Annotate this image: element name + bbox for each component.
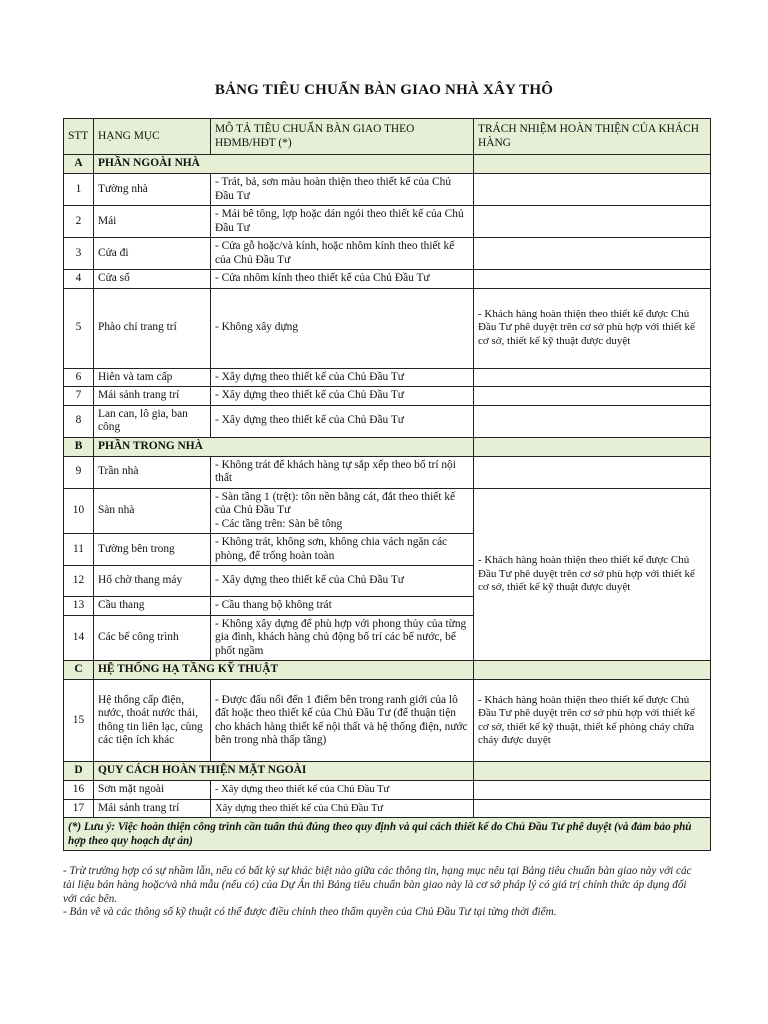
row-description: - Xây dựng theo thiết kế của Chủ Đầu Tư (211, 387, 474, 406)
row-number: 14 (64, 615, 94, 661)
row-description: - Sàn tầng 1 (trệt): tôn nền bằng cát, đắt theo thiết kế của Chủ Đầu Tư - Các tầng trên: Sàn bê tông (211, 488, 474, 534)
row-responsibility-empty (474, 368, 711, 387)
table-row (64, 456, 711, 488)
row-number: 2 (64, 206, 94, 238)
row-description: - Xây dựng theo thiết kế của Chủ Đầu Tư (211, 368, 474, 387)
section-name: HỆ THỐNG HẠ TẦNG KỸ THUẬT (94, 661, 474, 680)
table-row (64, 680, 711, 762)
section-row-a (64, 155, 711, 174)
row-description: - Không trát, không sơn, không chia vách ngăn các phòng, để trống hoàn toàn (211, 534, 474, 566)
row-number: 10 (64, 488, 94, 534)
row-description: - Xây dựng theo thiết kế của Chủ Đầu Tư (211, 566, 474, 597)
section-code: C (64, 661, 94, 680)
row-number: 11 (64, 534, 94, 566)
row-description: - Xây dựng theo thiết kế của Chủ Đầu Tư (211, 405, 474, 437)
note-row (64, 818, 711, 851)
row-item: Mái (94, 206, 211, 238)
row-number: 9 (64, 456, 94, 488)
row-item: Tường nhà (94, 174, 211, 206)
row-item: Tường bên trong (94, 534, 211, 566)
row-description: - Không xây dựng (211, 288, 474, 368)
row-number: 15 (64, 680, 94, 762)
table-header-row (64, 119, 711, 155)
row-item: Sàn nhà (94, 488, 211, 534)
section-empty-cell (474, 762, 711, 781)
row-description: Xây dựng theo thiết kế của Chủ Đầu Tư (211, 799, 474, 818)
row-number: 3 (64, 238, 94, 270)
row-number: 5 (64, 288, 94, 368)
row-responsibility-empty (474, 405, 711, 437)
header-item: HẠNG MỤC (94, 119, 211, 155)
document-title: BẢNG TIÊU CHUẨN BÀN GIAO NHÀ XÂY THÔ (214, 82, 554, 98)
row-responsibility-empty (474, 174, 711, 206)
row-number: 16 (64, 781, 94, 800)
row-number: 8 (64, 405, 94, 437)
row-description: - Xây dựng theo thiết kế của Chủ Đầu Tư (211, 781, 474, 800)
handover-standards-table (63, 118, 711, 851)
row-item: Phào chỉ trang trí (94, 288, 211, 368)
section-row-c (64, 661, 711, 680)
section-code: A (64, 155, 94, 174)
row-description: - Cửa gỗ hoặc/và kính, hoặc nhôm kính theo thiết kế của Chủ Đầu Tư (211, 238, 474, 270)
header-stt: STT (64, 119, 94, 155)
table-row (64, 781, 711, 800)
row-responsibility-empty (474, 799, 711, 818)
section-name: PHẦN TRONG NHÀ (94, 437, 474, 456)
row-item: Hố chờ thang máy (94, 566, 211, 597)
section-name: PHẦN NGOÀI NHÀ (94, 155, 474, 174)
table-row (64, 368, 711, 387)
section-empty-cell (474, 661, 711, 680)
section-code: B (64, 437, 94, 456)
row-number: 13 (64, 597, 94, 616)
row-item: Cửa đi (94, 238, 211, 270)
header-description: MÔ TẢ TIÊU CHUẨN BÀN GIAO THEO HĐMB/HĐT (*) (211, 119, 474, 155)
row-number: 12 (64, 566, 94, 597)
responsibility-c: - Khách hàng hoàn thiện theo thiết kế được Chủ Đầu Tư phê duyệt trên cơ sở phù hợp với thiết kế cơ sở, thiết kế kỹ thuật, thiết kế phòng cháy chữa cháy được duyệt (474, 680, 711, 762)
table-row (64, 288, 711, 368)
responsibility-b: - Khách hàng hoàn thiện theo thiết kế được Chủ Đầu Tư phê duyệt trên cơ sở phù hợp với thiết kế cơ sở, thiết kế kỹ thuật được duyệt (474, 488, 711, 661)
table-row (64, 238, 711, 270)
row-description: - Được đấu nối đến 1 điểm bên trong ranh giới của lô đất hoặc theo thiết kế của Chủ Đầu Tư (để thuận tiện cho khách hàng thiết kế nội thất và hệ thống điện, nước bên trong nhà thấp tầng) (211, 680, 474, 762)
row-description: - Mái bê tông, lợp hoặc dán ngói theo thiết kế của Chủ Đầu Tư (211, 206, 474, 238)
row-item: Mái sảnh trang trí (94, 799, 211, 818)
table-row (64, 270, 711, 289)
row-item: Sơn mặt ngoài (94, 781, 211, 800)
section-row-b (64, 437, 711, 456)
row-item: Cầu thang (94, 597, 211, 616)
section-empty-cell (474, 155, 711, 174)
row-number: 6 (64, 368, 94, 387)
row-number: 4 (64, 270, 94, 289)
row-item: Lan can, lô gia, ban công (94, 405, 211, 437)
row-item: Hệ thống cấp điện, nước, thoát nước thải, thông tin liên lạc, cùng các tiện ích khác (94, 680, 211, 762)
table-row (64, 174, 711, 206)
row-description: - Cửa nhôm kính theo thiết kế của Chủ Đầu Tư (211, 270, 474, 289)
section-empty-cell (474, 437, 711, 456)
row-item: Cửa sổ (94, 270, 211, 289)
responsibility-a: - Khách hàng hoàn thiện theo thiết kế được Chủ Đầu Tư phê duyệt trên cơ sở phù hợp với thiết kế cơ sở, thiết kế kỹ thuật được duyệt (474, 288, 711, 368)
row-item: Trần nhà (94, 456, 211, 488)
row-description: - Trát, bả, sơn màu hoàn thiện theo thiết kế của Chủ Đầu Tư (211, 174, 474, 206)
row-number: 1 (64, 174, 94, 206)
footnote-2: - Bản vẽ và các thông số kỹ thuật có thể được điều chỉnh theo thẩm quyền của Chủ Đầu Tư tại từng thời điểm. (63, 906, 557, 918)
row-description: - Cầu thang bộ không trát (211, 597, 474, 616)
table-row (64, 387, 711, 406)
row-item: Các bể công trình (94, 615, 211, 661)
section-code: D (64, 762, 94, 781)
row-number: 17 (64, 799, 94, 818)
row-responsibility-empty (474, 456, 711, 488)
table-row (64, 405, 711, 437)
table-row (64, 488, 711, 534)
note-text: (*) Lưu ý: Việc hoàn thiện công trình cần tuân thủ đúng theo quy định và qui cách thiết kế do Chủ Đầu Tư phê duyệt (và đảm bảo phù hợp theo quy hoạch dự án) (64, 818, 711, 851)
row-responsibility-empty (474, 206, 711, 238)
row-description: - Không xây dựng để phù hợp với phong thủy của từng gia đình, khách hàng chủ động bố trí các bể nước, bể phốt ngầm (211, 615, 474, 661)
table-row (64, 206, 711, 238)
row-description: - Không trát để khách hàng tự sắp xếp theo bố trí nội thất (211, 456, 474, 488)
header-responsibility: TRÁCH NHIỆM HOÀN THIỆN CỦA KHÁCH HÀNG (474, 119, 711, 155)
row-responsibility-empty (474, 781, 711, 800)
row-responsibility-empty (474, 238, 711, 270)
row-item: Mái sảnh trang trí (94, 387, 211, 406)
footnote-1: - Trừ trường hợp có sự nhầm lẫn, nếu có bất kỳ sự khác biệt nào giữa các thông tin, hạng mục nêu tại Bảng tiêu chuẩn bàn giao này với các tài liệu bán hàng hoặc/và nhà mẫu (nếu có) của Dự Án thì Bảng tiêu chuẩn bàn giao này là cơ sở pháp lý có giá trị chính thức áp dụng đối với các bên. (63, 865, 692, 905)
row-number: 7 (64, 387, 94, 406)
section-name: QUY CÁCH HOÀN THIỆN MẶT NGOÀI (94, 762, 474, 781)
row-item: Hiên và tam cấp (94, 368, 211, 387)
section-row-d (64, 762, 711, 781)
row-responsibility-empty (474, 270, 711, 289)
row-responsibility-empty (474, 387, 711, 406)
table-row (64, 799, 711, 818)
